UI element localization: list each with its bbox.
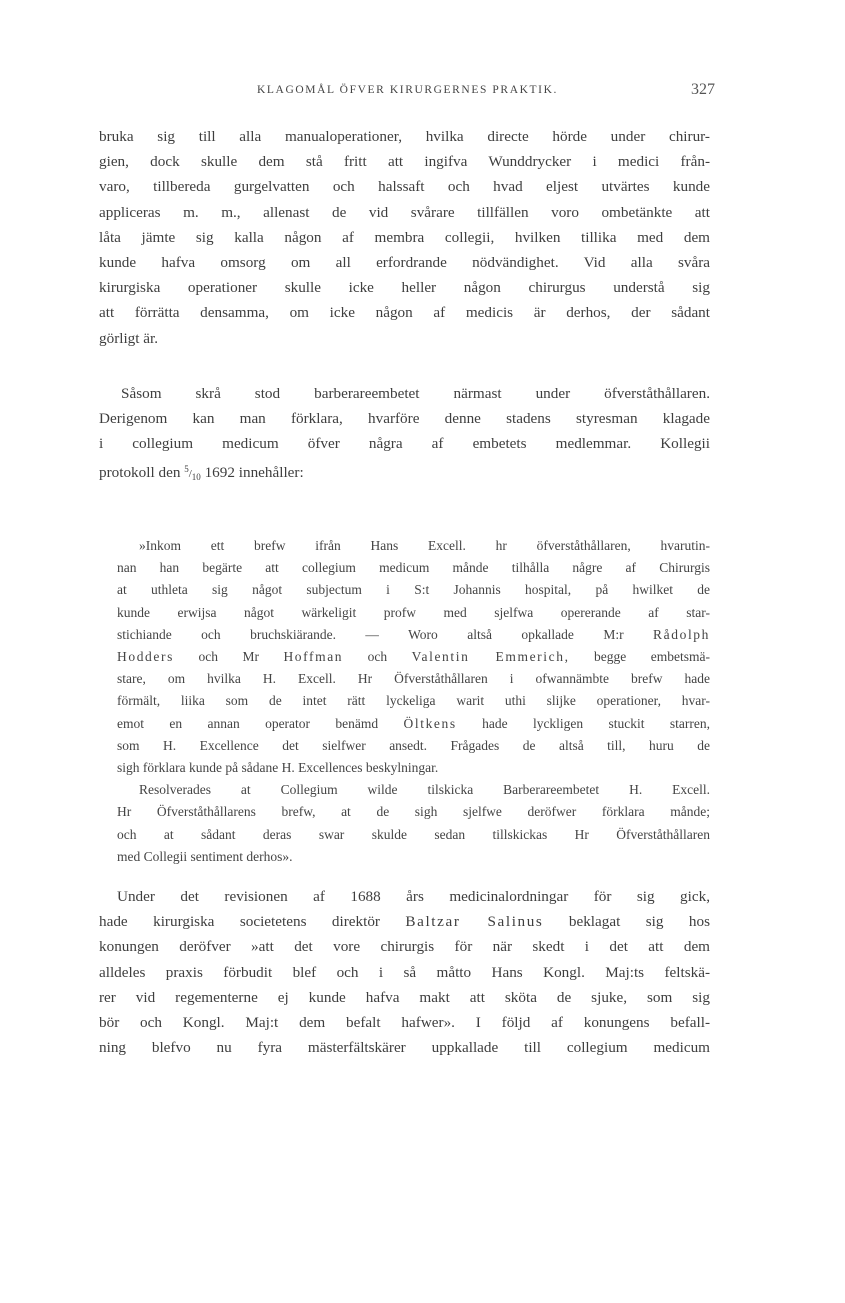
text-line: Såsom skrå stod barberareembetet närmast under öfverståthållaren. <box>121 385 710 402</box>
text-line: kunde hafva omsorg om all erfordrande nödvändighet. Vid alla svåra <box>99 254 710 272</box>
text-line: nan han begärte att collegium medicum månde tilhålla någre af Chirurgis <box>117 560 710 576</box>
running-head: KLAGOMÅL ÖFVER KIRURGERNES PRAKTIK. <box>257 84 558 96</box>
text-line: varo, tillbereda gurgelvatten och halssaft och hvad eljest utvärtes kunde <box>99 178 710 196</box>
block-quote <box>117 535 710 868</box>
person-name: Valentin Emmerich, <box>411 649 570 665</box>
date-denominator: 10 <box>191 471 201 482</box>
text-fragment: hade lyckligen stuckit starren, <box>482 715 711 731</box>
text-fragment: emot en annan operator benämd <box>117 715 379 731</box>
text-line: »Inkom ett brefw ifrån Hans Excell. hr öfverståthållaren, hvarutin- <box>139 538 710 553</box>
date-separator: / <box>188 467 192 480</box>
text-line: förmält, liika som de intet rätt lyckeliga warit uthi slijke operationer, hvar- <box>117 693 710 709</box>
text-line: Under det revisionen af 1688 års medicinalordningar för sig gick, <box>117 888 710 905</box>
text-fragment: stichiande och bruchskiärande. — Woro altså opkallade M:r <box>117 626 624 642</box>
text-line: med Collegii sentiment derhos». <box>117 848 293 864</box>
text-line: att förrätta densamma, om icke någon af medicis är derhos, der sådant <box>99 304 710 322</box>
text-fragment: hade kirurgiska societetens direktör <box>99 913 380 931</box>
date-fraction <box>184 463 201 482</box>
text-line: rer vid regementerne ej kunde hafva makt att sköta de sjuke, som sig <box>99 988 710 1006</box>
text-line: i collegium medicum öfver några af embetets medlemmar. Kollegii <box>99 435 710 453</box>
page-number: 327 <box>691 81 715 98</box>
text-fragment: 1692 innehåller: <box>204 463 304 481</box>
text-line: som H. Excellence det sielfwer ansedt. Frågades de altså till, huru de <box>117 737 710 753</box>
text-line: kirurgiska operationer skulle icke heller någon chirurgus understå sig <box>99 279 710 297</box>
text-fragment: och <box>367 649 388 665</box>
text-line: och at sådant deras swar skulde sedan tillskickas Hr Öfverståthållaren <box>117 826 710 842</box>
person-name: Hodders <box>117 649 174 665</box>
text-line: Resolverades at Collegium wilde tilskicka Barberareembetet H. Excell. <box>139 782 710 798</box>
text-fragment: beklagat sig hos <box>568 913 711 931</box>
paragraph-2 <box>99 381 710 490</box>
text-fragment: protokoll den <box>99 463 181 481</box>
text-line: Derigenom kan man förklara, hvarföre denne stadens styresman klagade <box>99 410 710 428</box>
text-line: låta jämte sig kalla någon af membra collegii, hvilken tillika med dem <box>99 228 710 246</box>
text-line: gien, dock skulle dem stå fritt att ingifva Wunddrycker i medici från- <box>99 153 710 171</box>
page-header <box>100 81 715 106</box>
text-line: alldeles praxis förbudit blef och i så måtto Hans Kongl. Maj:ts feltskä- <box>99 963 710 981</box>
text-line <box>99 457 710 490</box>
text-line: stare, om hvilka H. Excell. Hr Öfverståthållaren i ofwannämbte brefw hade <box>117 671 710 687</box>
text-fragment: och Mr <box>198 649 259 665</box>
text-line: bruka sig till alla manualoperationer, hvilka directe hörde under chirur- <box>99 128 710 145</box>
text-line: ning blefvo nu fyra mästerfältskärer uppkallade till collegium medicum <box>99 1039 710 1057</box>
quote-paragraph-2 <box>117 779 710 868</box>
text-line: appliceras m. m., allenast de vid svårare tillfällen voro ombetänkte att <box>99 203 710 221</box>
text-line <box>117 624 710 646</box>
text-line: kunde erwijsa något wärkeligit profw med sjelfwa opererande af star- <box>117 604 710 620</box>
person-name: Rådolph <box>653 626 710 642</box>
paragraph-3 <box>99 884 710 1060</box>
quote-paragraph-1 <box>117 535 710 779</box>
text-line: görligt är. <box>99 329 159 347</box>
text-line: at uthleta sig något subjectum i S:t Johannis hospital, på hwilket de <box>117 582 710 598</box>
text-line: bör och Kongl. Maj:t dem befalt hafwer». I följd af konungens befall- <box>99 1014 710 1032</box>
person-name: Öltkens <box>403 715 457 731</box>
person-name: Hoffman <box>283 649 344 665</box>
paragraph-1 <box>99 124 710 351</box>
text-fragment: begge embetsmä- <box>594 649 711 665</box>
text-line <box>117 713 710 735</box>
text-line <box>99 909 710 934</box>
text-line: sigh förklara kunde på sådane H. Excellences beskylningar. <box>117 760 439 776</box>
text-line: Hr Öfverståthållarens brefw, at de sigh sjelfwe deröfwer förklara månde; <box>117 804 710 820</box>
text-line <box>117 646 710 668</box>
date-numerator: 5 <box>184 463 189 474</box>
person-name: Baltzar Salinus <box>405 913 544 931</box>
text-line: konungen deröfver »att det vore chirurgis för när skedt i det att dem <box>99 938 710 956</box>
